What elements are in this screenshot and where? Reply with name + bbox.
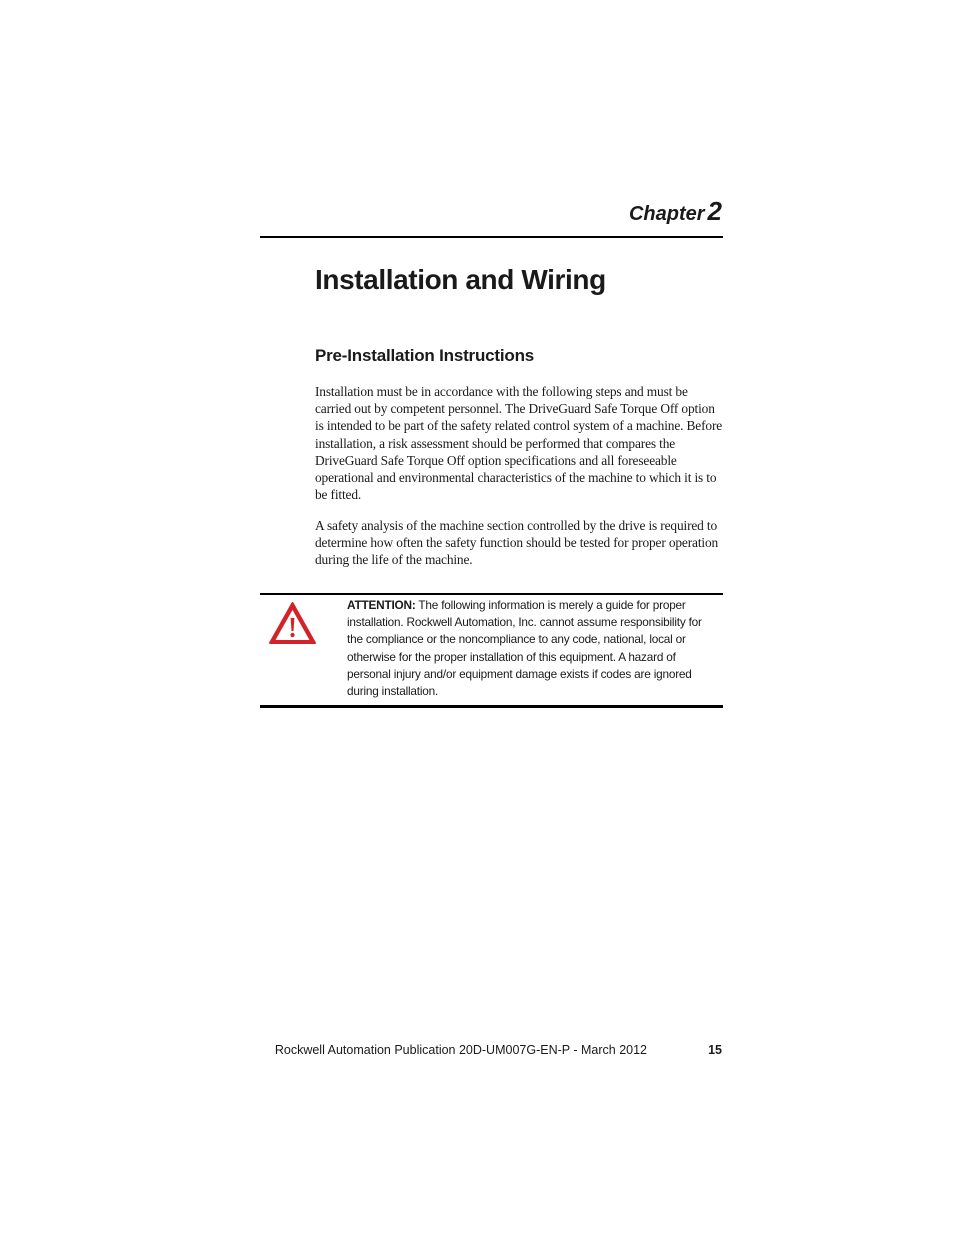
chapter-number: 2 bbox=[707, 196, 722, 226]
attention-bottom-rule bbox=[260, 705, 723, 708]
page-number: 15 bbox=[708, 1043, 722, 1057]
paragraph-safety-analysis: A safety analysis of the machine section controlled by the drive is required to determine how often the safety function should be tested for proper operation during the life of the machine. bbox=[315, 518, 719, 568]
warning-triangle-icon bbox=[268, 601, 317, 645]
attention-notice bbox=[347, 597, 717, 700]
chapter-label: Chapter bbox=[628, 203, 705, 225]
attention-top-rule bbox=[260, 593, 723, 595]
attention-body: The following information is merely a guide for proper installation. Rockwell Automation, Inc. cannot assume responsibility for the compliance or the noncompliance to any code, national, local or otherwise for the proper installation of this equipment. A hazard of personal injury and/or equipment damage exists if codes are ignored during installation. bbox=[347, 598, 702, 699]
paragraph-installation: Installation must be in accordance with the following steps and must be carried out by competent personnel. The DriveGuard Safe Torque Off option is intended to be part of the safety related control system of a machine. Before installation, a risk assessment should be performed that compares the DriveGuard Safe Torque Off option specifications and all foreseeable operational and environmental characteristics of the machine to which it is to be fitted. bbox=[315, 384, 723, 503]
section-heading: Pre-Installation Instructions bbox=[315, 346, 535, 365]
footer-publication: Rockwell Automation Publication 20D-UM007G-EN-P - March 2012 bbox=[274, 1043, 647, 1057]
page-title: Installation and Wiring bbox=[315, 264, 606, 295]
chapter-divider bbox=[260, 236, 723, 238]
chapter-heading bbox=[629, 196, 722, 227]
attention-label: ATTENTION: bbox=[347, 598, 416, 612]
